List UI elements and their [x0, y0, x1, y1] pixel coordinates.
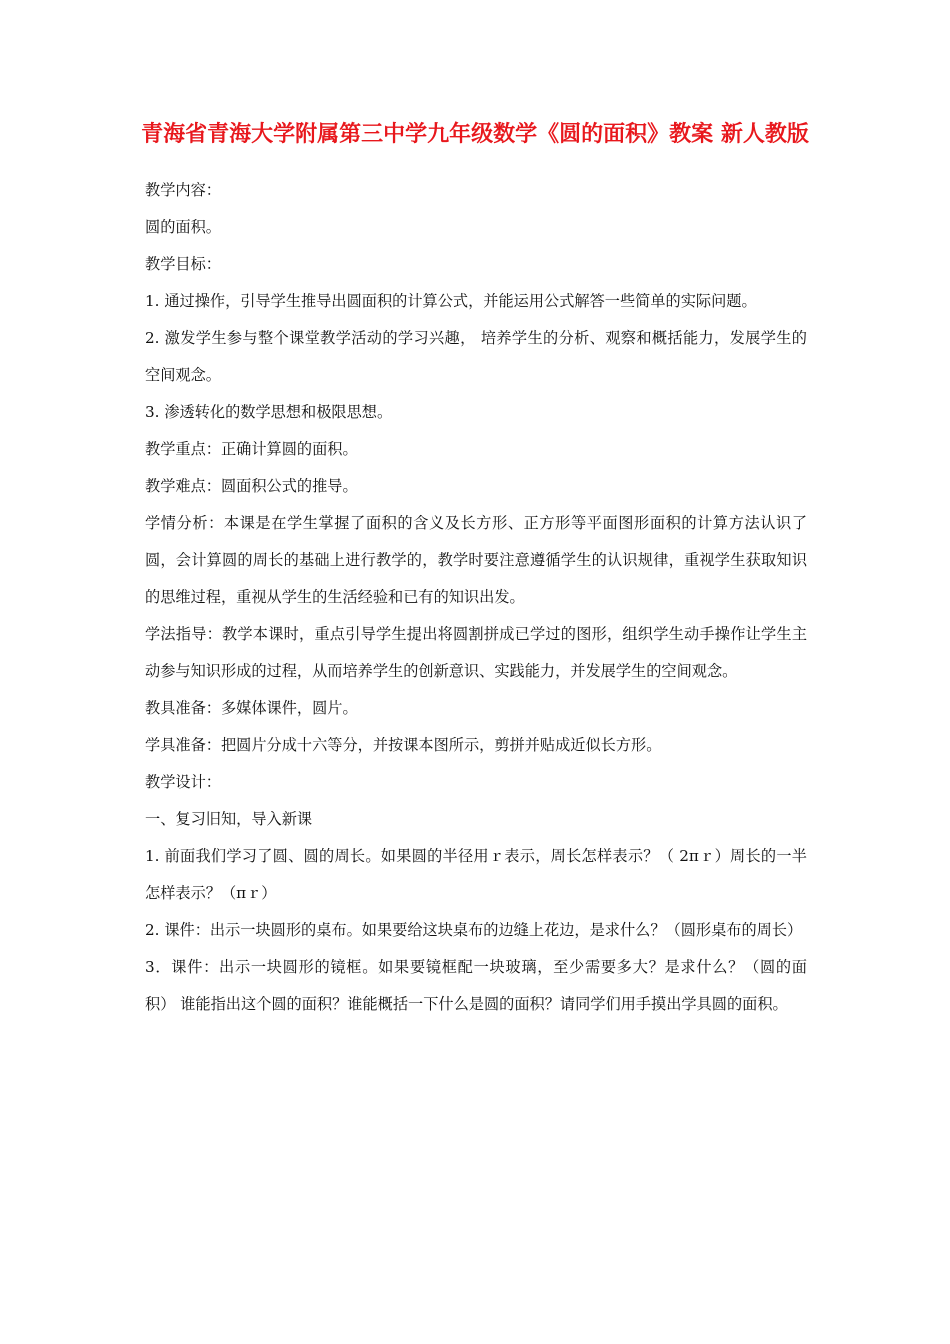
paragraph-key-point: 教学重点：正确计算圆的面积。 — [145, 440, 358, 458]
paragraph-goal-3: 3. 渗透转化的数学思想和极限思想。 — [145, 403, 393, 421]
paragraph-design-heading: 教学设计： — [145, 773, 221, 791]
paragraph-difficulty: 教学难点：圆面积公式的推导。 — [145, 477, 358, 495]
paragraph-review-1: 1. 前面我们学习了圆、圆的周长。如果圆的半径用ｒ表示，周长怎样表示？（ 2πｒ）周长的一半怎样表示？（πｒ） — [145, 847, 807, 902]
paragraph-method-guidance: 学法指导：教学本课时，重点引导学生提出将圆割拼成已学过的图形，组织学生动手操作让学生主动参与知识形成的过程，从而培养学生的创新意识、实践能力，并发展学生的空间观念。 — [145, 625, 807, 680]
paragraph-review-2: 2. 课件：出示一块圆形的桌布。如果要给这块桌布的边缝上花边，是求什么？（圆形桌布的周长） — [145, 921, 803, 939]
paragraph-content: 圆的面积。 — [145, 218, 221, 236]
paragraph-teaching-aids: 教具准备：多媒体课件，圆片。 — [145, 699, 358, 717]
paragraph-goal-2: 2. 激发学生参与整个课堂教学活动的学习兴趣， 培养学生的分析、观察和概括能力，发展学生的空间观念。 — [145, 329, 807, 384]
paragraph-content-heading: 教学内容： — [145, 181, 221, 199]
paragraph-goal-1: 1. 通过操作，引导学生推导出圆面积的计算公式，并能运用公式解答一些简单的实际问题。 — [145, 292, 757, 310]
document-title: 青海省青海大学附属第三中学九年级数学《圆的面积》教案 新人教版 — [141, 122, 809, 147]
paragraph-review-3: 3．课件：出示一块圆形的镜框。如果要镜框配一块玻璃，至少需要多大？是求什么？（圆的面积） 谁能指出这个圆的面积？谁能概括一下什么是圆的面积？请同学们用手摸出学具圆的面积。 — [145, 958, 807, 1013]
document-body — [145, 172, 807, 1023]
paragraph-learning-aids: 学具准备：把圆片分成十六等分，并按课本图所示，剪拼并贴成近似长方形。 — [145, 736, 662, 754]
paragraph-student-analysis: 学情分析：本课是在学生掌握了面积的含义及长方形、正方形等平面图形面积的计算方法认识了圆，会计算圆的周长的基础上进行教学的，教学时要注意遵循学生的认识规律，重视学生获取知识的思维过程，重视从学生的生活经验和已有的知识出发。 — [145, 514, 807, 606]
paragraph-section-1-heading: 一、复习旧知，导入新课 — [145, 810, 313, 828]
paragraph-goals-heading: 教学目标： — [145, 255, 221, 273]
